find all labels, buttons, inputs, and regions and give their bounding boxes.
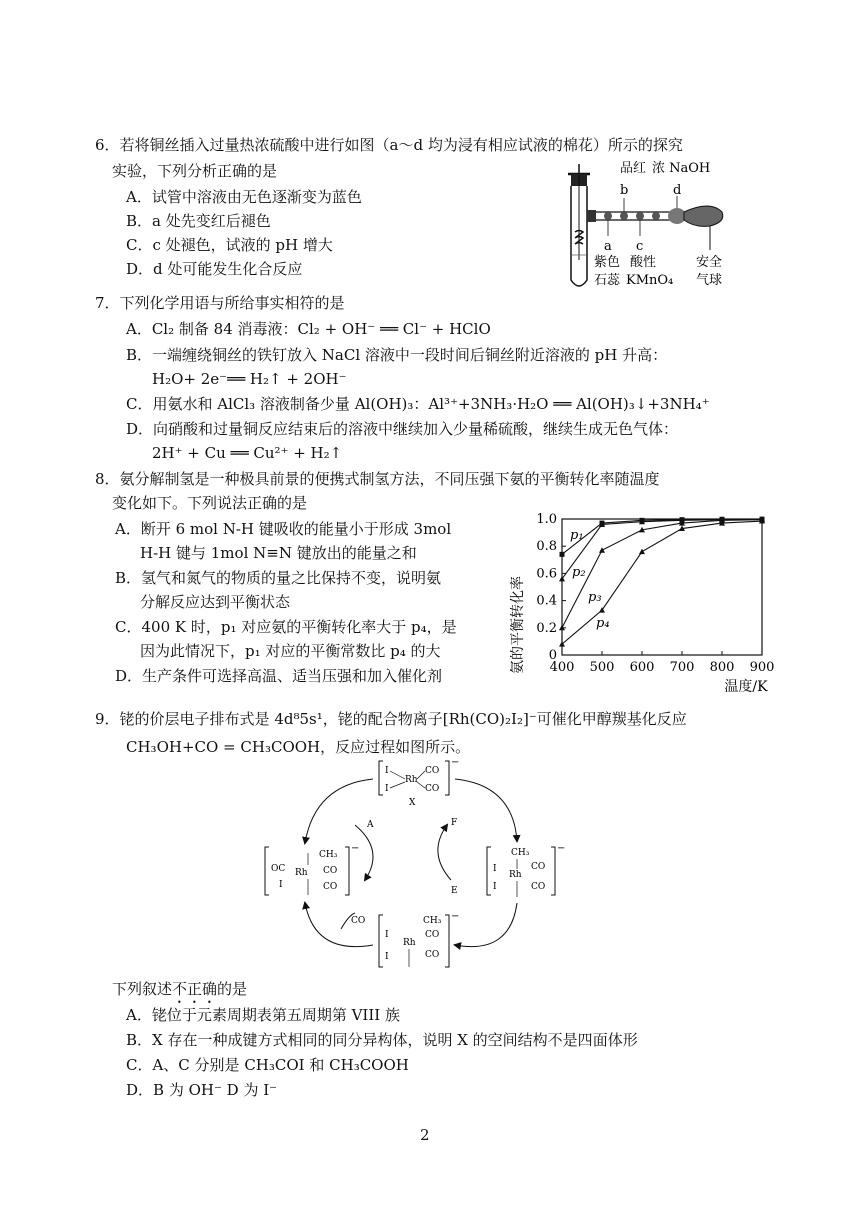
q9-catalytic-cycle-diagram [255,755,585,980]
q7-option-d-line1: D．向硝酸和过量铜反应结束后的溶液中继续加入少量稀硫酸，继续生成无色气体： [126,420,679,438]
complex-right [487,843,565,897]
label-c: c [636,239,644,254]
svg-text:CO: CO [531,862,546,872]
q9-option-c: C．A、C 分别是 CH₃COI 和 CH₃COOH [126,1056,409,1074]
x-tick-label: 700 [669,660,695,675]
svg-text:I: I [493,864,497,874]
q8-option-a-line2: H-H 键与 1mol N≡N 键放出的能量之和 [140,544,417,562]
q8-option-a-line1: A．断开 6 mol N-H 键吸收的能量小于形成 3mol [115,520,452,538]
svg-text:I: I [385,766,389,776]
svg-text:CH₃: CH₃ [423,916,442,926]
q7-option-b-line2: H₂O+ 2e⁻══ H₂↑ + 2OH⁻ [152,370,347,388]
chart-y-axis-label: 氨的平衡转化率 [510,576,526,674]
series-line-4 [562,521,762,644]
svg-text:−: − [451,757,460,768]
q8-conversion-chart [500,505,780,695]
label-pinhong: 品红 [620,161,647,176]
label-kmno4: KMnO₄ [626,273,674,288]
q8-option-c-line2: 因为此情况下，p₁ 对应的平衡常数比 p₄ 的大 [140,642,441,660]
complex-bottom [379,911,459,967]
svg-text:CH₃: CH₃ [511,848,530,858]
x-tick-label: 900 [749,660,775,675]
label-litmus: 石蕊 [594,273,621,288]
svg-text:I: I [493,882,497,892]
x-tick-label: 600 [629,660,655,675]
q9-stem-line2: CH₃OH+CO = CH₃COOH，反应过程如图所示。 [126,738,471,756]
y-tick-label: 0.4 [536,593,557,609]
chart-series [559,516,765,646]
q9-option-d: D．B 为 OH⁻ D 为 I⁻ [126,1081,278,1099]
q6-stem-line1: 6．若将铜丝插入过量热浓硫酸中进行如图（a～d 均为浸有相应试液的棉花）所示的探究 [95,136,683,154]
q6-option-b: B．a 处先变红后褪色 [126,212,271,230]
complex-x [379,757,459,808]
q9-ask: 下列叙述不正确的是 [112,980,248,998]
q9-stem-line1: 9．铑的价层电子排布式是 4d⁸5s¹，铑的配合物离子[Rh(CO)₂I₂]⁻可催化甲醇羰基化反应 [95,710,687,728]
series-label-2: p₂ [572,565,586,580]
q9-option-b: B．X 存在一种成键方式相同的同分异构体，说明 X 的空间结构不是四面体形 [126,1031,638,1049]
q7-option-a: A．Cl₂ 制备 84 消毒液：Cl₂ + OH⁻ ══ Cl⁻ + HClO [126,320,491,338]
svg-text:−: − [351,843,360,854]
chart-frame [562,519,762,655]
svg-text:CO: CO [323,866,338,876]
series-line-1 [562,519,762,554]
svg-text:CO: CO [531,882,546,892]
chart-x-axis-label: 温度/K [724,679,768,695]
label-a-species: A [367,820,374,830]
q8-stem-line1: 8．氨分解制氢是一种极具前景的便携式制氢方法，不同压强下氨的平衡转化率随温度 [95,470,660,488]
label-naoh: 浓 NaOH [652,161,711,176]
page-number: 2 [420,1126,430,1144]
series-label-1: p₁ [570,528,584,543]
q9-option-a: A．铑位于元素周期表第五周期第 VIII 族 [126,1006,400,1024]
y-tick-label: 1.0 [536,512,557,527]
y-tick-label: 0.6 [536,566,557,582]
svg-text:Rh: Rh [509,870,522,880]
q6-option-c: C．c 处褪色，试液的 pH 增大 [126,236,333,254]
y-tick-label: 0.8 [536,539,557,555]
label-co-species: CO [351,916,366,926]
label-balloon: 气球 [696,273,723,288]
label-e-species: E [451,886,458,896]
svg-text:I: I [385,784,389,794]
svg-text:−: − [451,911,460,922]
svg-text:CO: CO [425,784,440,794]
q7-option-c: C．用氨水和 AlCl₃ 溶液制备少量 Al(OH)₃：Al³⁺+3NH₃·H₂O ══ Al(OH)₃↓+3NH₄⁺ [126,395,710,413]
q7-option-d-line2: 2H⁺ + Cu ══ Cu²⁺ + H₂↑ [152,444,343,462]
data-point [599,547,605,553]
svg-text:I: I [279,880,283,890]
q7-stem: 7．下列化学用语与所给事实相符的是 [95,294,345,312]
svg-text:CO: CO [425,930,440,940]
label-purple: 紫色 [594,255,621,270]
svg-text:Rh: Rh [403,938,416,948]
svg-text:I: I [385,952,389,962]
svg-text:Rh: Rh [295,868,308,878]
q6-option-a: A．试管中溶液由无色逐渐变为蓝色 [126,188,362,206]
label-d: d [673,183,682,198]
q8-option-c-line1: C．400 K 时，p₁ 对应氨的平衡转化率大于 p₄，是 [115,618,457,636]
q7-option-b-line1: B．一端缠绕铜丝的铁钉放入 NaCl 溶液中一段时间后铜丝附近溶液的 pH 升高： [126,346,668,364]
q8-stem-line2: 变化如下。下列说法正确的是 [112,494,308,512]
data-point [560,552,565,557]
label-acidic: 酸性 [630,255,657,270]
complex-left [265,843,359,895]
data-point [639,549,645,555]
x-tick-label: 800 [709,660,735,675]
series-label-4: p₄ [596,616,610,631]
series-line-3 [562,520,762,628]
q8-option-d: D．生产条件可选择高温、适当压强和加入催化剂 [115,667,443,685]
label-a: a [604,239,612,254]
svg-text:I: I [385,930,389,940]
svg-text:OC: OC [271,864,286,874]
x-tick-label: 400 [549,660,575,675]
svg-text:CO: CO [323,882,338,892]
svg-text:CO: CO [425,766,440,776]
svg-text:−: − [557,843,566,854]
x-tick-label: 500 [589,660,615,675]
q6-stem-line2: 实验，下列分析正确的是 [112,162,278,180]
label-safety: 安全 [696,255,723,270]
q6-apparatus-diagram [560,160,740,295]
label-b: b [620,183,629,198]
series-label-3: p₃ [588,590,602,605]
label-x: X [409,798,416,808]
svg-text:CH₃: CH₃ [319,850,338,860]
y-tick-label: 0 [548,648,557,663]
svg-text:Rh: Rh [405,775,418,785]
q8-option-b-line1: B．氢气和氮气的物质的量之比保持不变，说明氨 [115,569,442,587]
q6-option-d: D．d 处可能发生化合反应 [126,260,303,278]
y-tick-label: 0.2 [536,620,557,636]
q8-option-b-line2: 分解反应达到平衡状态 [140,593,291,611]
emphasis-incorrect: 不正确 [172,980,218,998]
svg-text:CO: CO [425,950,440,960]
label-f-species: F [451,818,458,828]
